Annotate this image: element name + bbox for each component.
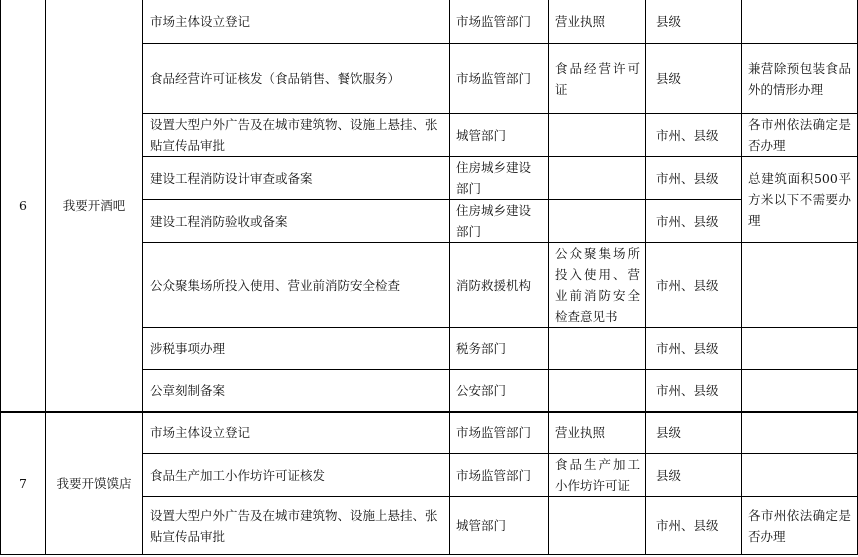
- department-cell: 消防救援机构: [450, 243, 549, 328]
- note-cell: [742, 412, 858, 454]
- department-cell: 税务部门: [450, 328, 549, 370]
- matter-name-cell: 市场主体设立登记: [143, 0, 450, 44]
- matter-name-cell: 公众聚集场所投入使用、营业前消防安全检查: [143, 243, 450, 328]
- matter-name-cell: 市场主体设立登记: [143, 412, 450, 454]
- level-cell: 市州、县级: [646, 200, 742, 243]
- result-cell: 营业执照: [549, 412, 646, 454]
- group-number-cell: 6: [1, 0, 46, 412]
- matter-name-cell: 建设工程消防设计审查或备案: [143, 157, 450, 200]
- table-row: [1, 412, 858, 454]
- level-cell: 市州、县级: [646, 328, 742, 370]
- note-cell: [742, 243, 858, 328]
- department-cell: 市场监管部门: [450, 0, 549, 44]
- level-cell: 县级: [646, 44, 742, 114]
- matter-name-cell: 公章刻制备案: [143, 370, 450, 412]
- note-cell: [742, 0, 858, 44]
- result-cell: [549, 114, 646, 157]
- group-item-cell: 我要开馍馍店: [46, 412, 143, 555]
- department-cell: 住房城乡建设部门: [450, 200, 549, 243]
- result-cell: [549, 328, 646, 370]
- matter-name-cell: 食品经营许可证核发（食品销售、餐饮服务）: [143, 44, 450, 114]
- department-cell: 住房城乡建设部门: [450, 157, 549, 200]
- result-cell: [549, 157, 646, 200]
- level-cell: 市州、县级: [646, 243, 742, 328]
- department-cell: 城管部门: [450, 497, 549, 555]
- department-cell: 市场监管部门: [450, 454, 549, 497]
- note-cell: 各市州依法确定是否办理: [742, 114, 858, 157]
- level-cell: 市州、县级: [646, 497, 742, 555]
- note-cell: 各市州依法确定是否办理: [742, 497, 858, 555]
- group-item-cell: 我要开酒吧: [46, 0, 143, 412]
- result-cell: [549, 200, 646, 243]
- note-cell: 兼营除预包装食品外的情形办理: [742, 44, 858, 114]
- note-cell: [742, 328, 858, 370]
- result-cell: [549, 370, 646, 412]
- note-cell: 总建筑面积500平方米以下不需要办理: [742, 157, 858, 243]
- department-cell: 城管部门: [450, 114, 549, 157]
- result-cell: 食品生产加工小作坊许可证: [549, 454, 646, 497]
- level-cell: 市州、县级: [646, 370, 742, 412]
- matter-name-cell: 涉税事项办理: [143, 328, 450, 370]
- department-cell: 市场监管部门: [450, 44, 549, 114]
- matter-name-cell: 设置大型户外广告及在城市建筑物、设施上悬挂、张贴宣传品审批: [143, 497, 450, 555]
- result-cell: 食品经营许可证: [549, 44, 646, 114]
- department-cell: 公安部门: [450, 370, 549, 412]
- department-cell: 市场监管部门: [450, 412, 549, 454]
- note-cell: [742, 454, 858, 497]
- level-cell: 市州、县级: [646, 114, 742, 157]
- result-cell: [549, 497, 646, 555]
- matter-name-cell: 建设工程消防验收或备案: [143, 200, 450, 243]
- table-row: [1, 0, 858, 44]
- result-cell: 营业执照: [549, 0, 646, 44]
- level-cell: 县级: [646, 412, 742, 454]
- level-cell: 县级: [646, 454, 742, 497]
- level-cell: 市州、县级: [646, 157, 742, 200]
- note-cell: [742, 370, 858, 412]
- result-cell: 公众聚集场所投入使用、营业前消防安全检查意见书: [549, 243, 646, 328]
- matter-name-cell: 食品生产加工小作坊许可证核发: [143, 454, 450, 497]
- group-number-cell: 7: [1, 412, 46, 555]
- level-cell: 县级: [646, 0, 742, 44]
- matter-name-cell: 设置大型户外广告及在城市建筑物、设施上悬挂、张贴宣传品审批: [143, 114, 450, 157]
